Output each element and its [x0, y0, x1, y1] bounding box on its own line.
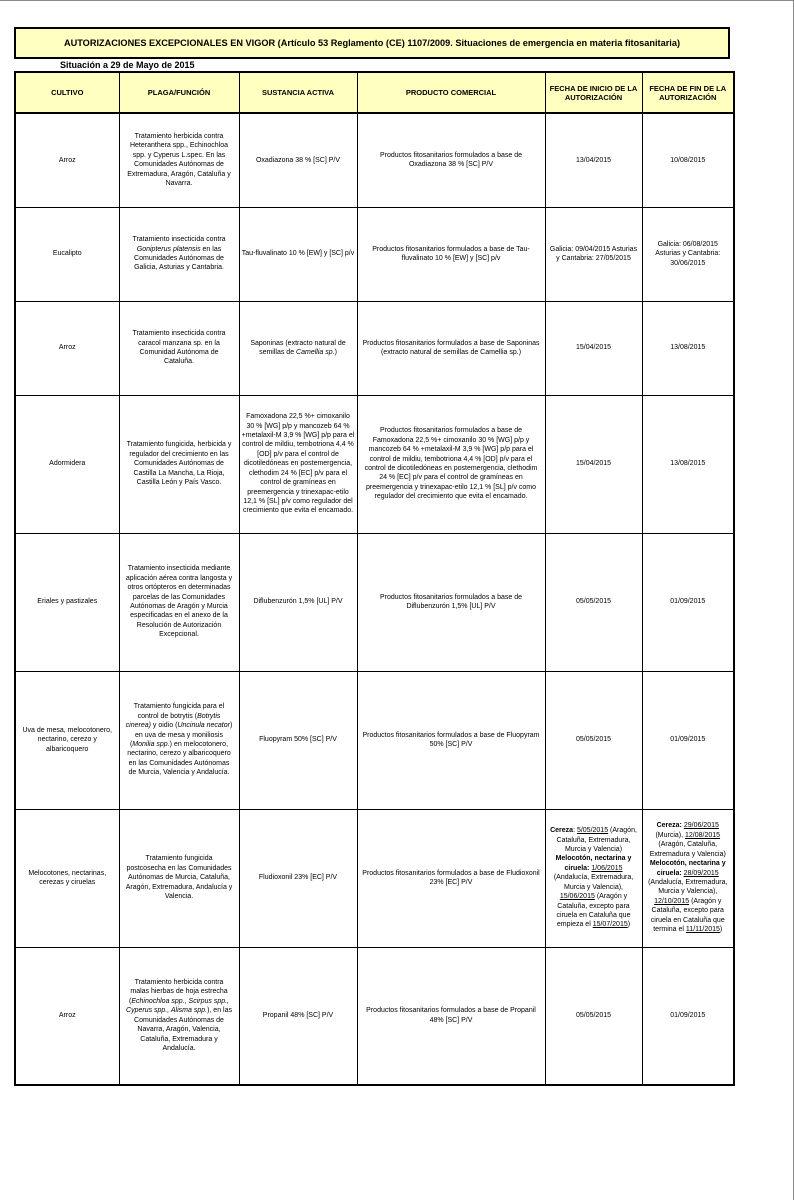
page-border-top [0, 0, 793, 1]
cell-plaga [119, 301, 239, 395]
cell-text-segment: 01/09/2015 [670, 598, 706, 606]
cell-text-segment: Fluopyram 50% [SC] P/V [259, 736, 337, 744]
cell-text-segment: ) en melocotonero, nectarino, cerezo y albaricoquero en las Comunidades Autónomas de Murcia, Valencia y Andalucía. [127, 741, 231, 777]
cell-text-segment: ) en uva de mesa y moniliosis ( [129, 722, 233, 748]
table-row [15, 809, 734, 947]
cell-text-segment: ) [334, 349, 337, 356]
cell-producto [357, 301, 545, 395]
cell-inicio [545, 671, 642, 809]
cell-producto [357, 533, 545, 671]
cell-text-segment: 28/09/2015 [683, 869, 719, 877]
cell-sustancia [239, 533, 357, 671]
cell-plaga [119, 809, 239, 947]
cell-text-segment: 05/05/2015 [575, 598, 612, 606]
cell-cultivo: Eucalipto [15, 207, 119, 301]
cell-producto [357, 671, 545, 809]
cell-text-segment: (Andalucía, Extremadura, Murcia y Valencia), [648, 879, 728, 896]
table-row [15, 671, 734, 809]
cell-text-segment: Camellia sp. [296, 349, 335, 356]
cell-inicio [545, 395, 642, 533]
cell-text-segment: Productos fitosanitarios formulados a base de Saponinas (extracto natural de semillas de Camellia sp.) [362, 339, 540, 356]
header-cultivo: CULTIVO [15, 72, 119, 113]
cell-text-segment: Galicia: 09/04/2015 Asturias y Cantabria: 27/05/2015 [549, 245, 638, 262]
cell-plaga [119, 947, 239, 1085]
cell-text-segment: Diflubenzurón 1,5% [UL] P/V [253, 598, 343, 606]
cell-cultivo: Adormidera [15, 395, 119, 533]
table-row [15, 301, 734, 395]
cell-producto [357, 113, 545, 207]
table-row [15, 207, 734, 301]
table-row [15, 395, 734, 533]
cell-sustancia [239, 809, 357, 947]
cell-cultivo: Arroz [15, 301, 119, 395]
cell-plaga [119, 207, 239, 301]
cell-sustancia [239, 207, 357, 301]
cell-text-segment: Tratamiento insecticida contra [132, 236, 226, 244]
header-plaga: PLAGA/FUNCIÓN [119, 72, 239, 113]
cell-text-segment: ), en las Comunidades Autónomas de Navarra, Aragón, Valencia, Cataluña, Extremadura y Andalucía. [134, 1007, 232, 1053]
cell-text-segment: Saponinas (extracto natural de semillas de [250, 339, 346, 356]
cell-inicio [545, 301, 642, 395]
cell-text-segment: 15/04/2015 [575, 344, 612, 352]
cell-text-segment: 05/05/2015 [575, 736, 612, 744]
cell-text-segment: Productos fitosanitarios formulados a base de Tau-fluvalinato 10 % [EW] y [SC] p/v [372, 245, 530, 262]
cell-text-segment: Tratamiento fungicida postcosecha en las Comunidades Autónomas de Murcia, Cataluña, Aragón, Extremadura, Andalucía y Valencia. [125, 855, 233, 901]
cell-text-segment: Gonipterus platensis [136, 245, 201, 253]
cell-text-segment: Cereza [550, 827, 574, 835]
authorizations-table [14, 71, 735, 1086]
cell-fin [642, 113, 734, 207]
table-header-row [15, 72, 734, 113]
document-title: AUTORIZACIONES EXCEPCIONALES EN VIGOR (Artículo 53 Reglamento (CE) 1107/2009. Situaciones de emergencia en materia fitosanitaria) [14, 27, 730, 59]
cell-text-segment: 13/08/2015 [670, 460, 706, 468]
cell-fin [642, 947, 734, 1085]
cell-text-segment: Uncinula necator [177, 722, 230, 730]
cell-text-segment: Fludioxonil 23% [EC] P/V [258, 874, 338, 882]
cell-text-segment: Melocotón, nectarina y ciruela: [649, 860, 726, 877]
cell-inicio [545, 947, 642, 1085]
cell-inicio [545, 113, 642, 207]
cell-plaga [119, 533, 239, 671]
cell-text-segment: Tratamiento fungicida para el control de botrytis ( [133, 703, 225, 720]
cell-text-segment: 12/08/2015 [685, 831, 721, 839]
cell-plaga [119, 395, 239, 533]
cell-text-segment: ) [627, 921, 631, 929]
cell-text-segment: Oxadiazona 38 % [SC] P/V [255, 156, 341, 164]
cell-text-segment: Tratamiento fungicida, herbicida y regulador del crecimiento en las Comunidades Autónomas de Castilla La Mancha, La Rioja, Castilla León y País Vasco. [126, 441, 232, 487]
cell-fin [642, 671, 734, 809]
cell-text-segment: (Aragón y Cataluña, excepto para ciruela en Cataluña que termina el [650, 897, 725, 934]
cell-text-segment: (Aragón y Cataluña, excepto para ciruela en Cataluña que empieza el [556, 893, 631, 929]
cell-text-segment: 10/08/2015 [670, 156, 706, 164]
cell-text-segment: 01/09/2015 [670, 1012, 706, 1020]
cell-cultivo: Uva de mesa, melocotonero, nectarino, cerezo y albaricoquero [15, 671, 119, 809]
cell-text-segment: 29/06/2015 [683, 822, 719, 830]
cell-text-segment: Productos fitosanitarios formulados a base de Diflubenzurón 1,5% [UL] P/V [379, 593, 523, 610]
cell-text-segment: Tratamiento herbicida contra malas hierbas de hoja estrecha ( [128, 979, 228, 1005]
cell-text-segment: 1/06/2015 [591, 864, 623, 872]
cell-text-segment: 15/06/2015 [559, 893, 595, 901]
cell-text-segment: Tratamiento insecticida mediante aplicación aérea contra langosta y otros ortópteros en determinadas parcelas de las Comunidades Autónomas de Aragón y Murcia especificadas en el anexo de la Resolución de Autorización Excepcional. [125, 565, 233, 639]
cell-producto [357, 395, 545, 533]
cell-text-segment: 13/08/2015 [670, 344, 706, 352]
cell-text-segment: 5/05/2015 [576, 827, 609, 835]
cell-text-segment: (Andalucía, Extremadura, Murcia y Valencia), [553, 874, 634, 891]
cell-producto [357, 207, 545, 301]
cell-text-segment: Tau-fluvalinato 10 % [EW] y [SC] p/v [241, 250, 355, 258]
table-row [15, 533, 734, 671]
cell-text-segment: 12/10/2015 [654, 897, 690, 905]
status-date: Situación a 29 de Mayo de 2015 [60, 60, 195, 70]
cell-cultivo: Arroz [15, 947, 119, 1085]
cell-cultivo: Eriales y pastizales [15, 533, 119, 671]
cell-text-segment: Propanil 48% [SC] P/V [262, 1012, 334, 1020]
cell-text-segment: (Murcia), [655, 831, 685, 839]
cell-text-segment: Productos fitosanitarios formulados a base de Famoxadona 22,5 %+ cimoxanilo 30 % [WG] p/p y mancozeb 64 % +metalaxil-M 3,9 % [WG] p/p para el control de mildiu, tembotriona 4,4 % [OD] p/v para el control de dicotiledóneas en postemergencia, clethodim 24 % [EC] p/v para el control de gramíneas en preemergencia y trinexapac-etilo 12,1 % [SL] p/v como regulador del crecimiento que evita el encamado. [364, 427, 538, 501]
cell-text-segment: (Aragón, Cataluña, Extremadura, Murcia y Valencia) [556, 827, 637, 853]
cell-plaga [119, 113, 239, 207]
cell-text-segment: Productos fitosanitarios formulados a base de Propanil 48% [SC] P/V [366, 1007, 536, 1024]
cell-fin [642, 533, 734, 671]
cell-text-segment: ) [719, 926, 723, 934]
cell-inicio [545, 207, 642, 301]
cell-text-segment: 11/11/2015 [685, 926, 720, 934]
header-sustancia: SUSTANCIA ACTIVA [239, 72, 357, 113]
cell-text-segment: y oidio ( [150, 722, 178, 730]
cell-producto [357, 809, 545, 947]
cell-text-segment: 05/05/2015 [575, 1012, 612, 1020]
cell-inicio [545, 809, 642, 947]
cell-sustancia [239, 671, 357, 809]
cell-text-segment: Productos fitosanitarios formulados a base de Oxadiazona 38 % [SC] P/V [379, 151, 523, 169]
cell-text-segment: 15/07/2015 [592, 921, 628, 929]
cell-text-segment: 13/04/2015 [575, 156, 612, 164]
cell-sustancia [239, 113, 357, 207]
cell-fin [642, 301, 734, 395]
cell-text-segment: Productos fitosanitarios formulados a base de Fluopyram 50% [SC] P/V [362, 731, 540, 748]
cell-text-segment: 01/09/2015 [670, 736, 706, 744]
cell-sustancia [239, 947, 357, 1085]
cell-text-segment: Galicia: 06/08/2015 Asturias y Cantabria: 30/06/2015 [655, 240, 721, 267]
cell-cultivo: Arroz [15, 113, 119, 207]
cell-text-segment: Melocotón, nectarina y ciruela: [555, 855, 632, 872]
table-row [15, 947, 734, 1085]
cell-sustancia [239, 301, 357, 395]
cell-cultivo: Melocotones, nectarinas, cerezas y ciruelas [15, 809, 119, 947]
cell-text-segment: Monilia spp. [132, 741, 170, 748]
cell-text-segment: Echinochloa spp., Scirpus spp., Cyperus spp., Alisma spp. [126, 997, 229, 1015]
cell-fin [642, 395, 734, 533]
cell-text-segment: Productos fitosanitarios formulados a base de Fludioxonil 23% [EC] P/V [362, 869, 540, 886]
cell-plaga [119, 671, 239, 809]
cell-fin [642, 207, 734, 301]
table-row [15, 113, 734, 207]
cell-fin [642, 809, 734, 947]
cell-inicio [545, 533, 642, 671]
cell-text-segment: Botrytis cinerea) [125, 712, 221, 730]
header-fecha-fin: FECHA DE FIN DE LA AUTORIZACIÓN [642, 72, 734, 113]
cell-text-segment: en las Comunidades Autónomas de Galicia, Asturias y Cantabria. [134, 245, 224, 272]
cell-text-segment: Cereza: [656, 822, 682, 830]
cell-text-segment: Tratamiento herbicida contra Heteranthera spp., Echinochloa spp. y Cyperus L.spec. En las Comunidades Autónomas de Extremadura, Aragón, Cataluña y Navarra. [127, 132, 231, 188]
cell-text-segment: Tratamiento insecticida contra caracol manzana sp. en la Comunidad Autónoma de Cataluña. [132, 330, 226, 366]
cell-text-segment: Famoxadona 22,5 %+ cimoxanilo 30 % [WG] p/p y mancozeb 64 % +metalaxil-M 3,9 % [WG] p/p para el control de mildiu, tembotriona 4,4 % [OD] p/v para el control de dicotiledóneas en postemergencia, clethodim 24 % [EC] p/v para el control de gramíneas en preemergencia y trinexapac-etilo 12,1 % [SL] p/v como regulador del crecimiento que evita el encamado. [241, 413, 355, 515]
cell-text-segment: : [573, 827, 577, 835]
header-fecha-inicio: FECHA DE INICIO DE LA AUTORIZACIÓN [545, 72, 642, 113]
cell-text-segment: 15/04/2015 [575, 460, 612, 468]
cell-sustancia [239, 395, 357, 533]
cell-producto [357, 947, 545, 1085]
cell-text-segment: (Aragón, Cataluña, Extremadura y Valencia) [649, 841, 726, 858]
header-producto: PRODUCTO COMERCIAL [357, 72, 545, 113]
